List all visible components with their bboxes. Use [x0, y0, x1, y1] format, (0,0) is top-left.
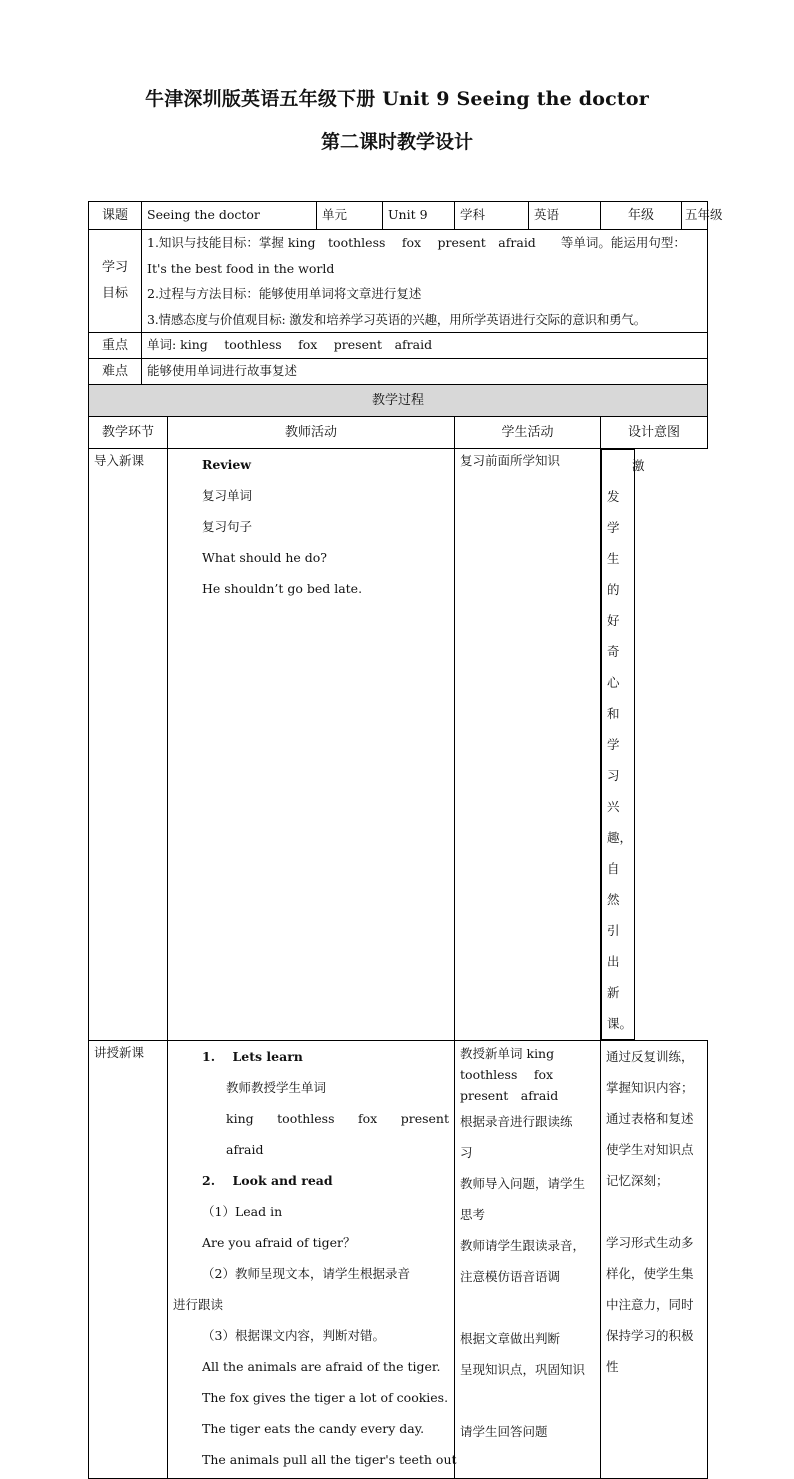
lesson-teacher-line: All the animals are afraid of the tiger. [202, 1359, 441, 1374]
lesson-intent-line: 通过反复训练， [606, 1049, 694, 1064]
lesson-student-line: 注意模仿语音语调 [460, 1269, 561, 1284]
process-header-row [89, 385, 708, 417]
goal-line-1: 1.知识与技能目标：掌握 king toothless fox present afraid 等单词。能运用句型： [147, 235, 686, 250]
lesson-student-line: 教师导入问题，请学生 [460, 1176, 586, 1191]
unit-value: Unit 9 [383, 202, 455, 230]
intro-stage: 导入新课 [89, 449, 168, 1041]
lesson-row [89, 1041, 708, 1479]
intro-teacher-line: 复习单词 [202, 488, 253, 503]
lesson-stage: 讲授新课 [89, 1041, 168, 1479]
intro-teacher-line: Review [202, 457, 252, 472]
lesson-teacher-line: Are you afraid of tiger？ [202, 1235, 356, 1250]
lesson-teacher-line: （3）根据课文内容，判断对错。 [202, 1328, 385, 1343]
col-student: 学生活动 [455, 417, 601, 449]
lesson-plan-table [88, 201, 723, 1479]
column-header-row [89, 417, 708, 449]
document-title: 牛津深圳版英语五年级下册 Unit 9 Seeing the doctor [145, 88, 649, 110]
lesson-student-line: 教师请学生跟读录音， [460, 1238, 586, 1253]
lesson-student-line: 习 [460, 1145, 473, 1160]
unit-label: 单元 [317, 202, 383, 230]
col-intent: 设计意图 [601, 417, 708, 449]
subject-value: 英语 [529, 202, 601, 230]
lesson-intent-line: 中注意力，同时 [606, 1297, 694, 1312]
lesson-teacher-line: 进行跟读 [173, 1297, 224, 1312]
col-stage: 教学环节 [89, 417, 168, 449]
lesson-intent-line: 通过表格和复述 [606, 1111, 694, 1126]
lesson-intent-line: 掌握知识内容； [606, 1080, 694, 1095]
document-subtitle: 第二课时教学设计 [320, 131, 473, 153]
lesson-student-line: 呈现知识点，巩固知识 [460, 1362, 586, 1377]
lesson-student-line: 请学生回答问题 [460, 1424, 548, 1439]
info-row [89, 202, 708, 230]
intro-intent: 激发学生的好奇心和学习兴趣，自然引出新课。 [601, 449, 635, 1040]
lesson-heading-1: 1. Lets learn [202, 1049, 303, 1064]
lesson-teacher-line: afraid [226, 1142, 264, 1157]
lesson-intent [601, 1041, 708, 1479]
intro-student: 复习前面所学知识 [455, 449, 601, 1041]
lesson-student-line: 根据文章做出判断 [460, 1331, 561, 1346]
key-row [89, 333, 708, 359]
goal-line-4: 3.情感态度与价值观目标: 激发和培养学习英语的兴趣，用所学英语进行交际的意识和勇气。 [147, 311, 647, 327]
lesson-student-line: 教授新单词 king [460, 1046, 555, 1061]
goal-line-3: 2.过程与方法目标：能够使用单词将文章进行复述 [147, 286, 422, 301]
grade-label: 年级 [601, 202, 682, 230]
intro-teacher-line: 复习句子 [202, 519, 253, 534]
goal-line-2: It's the best food in the world [147, 260, 335, 276]
lesson-intent-line: 学习形式生动多 [606, 1235, 694, 1250]
lesson-student-line: toothless fox [460, 1067, 554, 1082]
topic-label: 课题 [89, 202, 142, 230]
intro-teacher-line: He shouldn’t go bed late. [202, 581, 363, 596]
lesson-teacher-line: 教师教授学生单词 [226, 1080, 327, 1095]
lesson-teacher-line: （2）教师呈现文本，请学生根据录音 [202, 1266, 410, 1281]
intro-teacher [168, 449, 455, 1041]
subject-label: 学科 [455, 202, 529, 230]
lesson-student [455, 1041, 601, 1479]
lesson-intent-line: 样化，使学生集 [606, 1266, 694, 1281]
topic-value: Seeing the doctor [142, 202, 317, 230]
lesson-teacher-line: The tiger eats the candy every day. [202, 1421, 425, 1436]
grade-value: 五年级 [682, 202, 708, 230]
process-header: 教学过程 [89, 385, 708, 417]
lesson-intent-line: 使学生对知识点 [606, 1142, 694, 1157]
goals-content [142, 230, 708, 333]
goals-row [89, 230, 708, 333]
difficulty-text: 能够使用单词进行故事复述 [142, 359, 708, 385]
lesson-intent-line: 保持学习的积极 [606, 1328, 694, 1343]
lesson-intent-line: 性 [606, 1359, 619, 1374]
lesson-teacher-line: （1）Lead in [202, 1204, 283, 1219]
lesson-student-line: present afraid [460, 1088, 559, 1103]
lesson-teacher-line: The animals pull all the tiger's teeth out [202, 1452, 457, 1467]
key-text: 单词: king toothless fox present afraid [142, 333, 708, 359]
goals-label: 学习 目标 [89, 230, 142, 333]
difficulty-label: 难点 [89, 359, 142, 385]
difficulty-row [89, 359, 708, 385]
lesson-teacher-line: The fox gives the tiger a lot of cookies. [202, 1390, 449, 1405]
lesson-teacher [168, 1041, 455, 1479]
lesson-heading-2: 2. Look and read [202, 1173, 333, 1188]
lesson-student-line: 思考 [460, 1207, 486, 1222]
lesson-intent-line: 记忆深刻； [606, 1173, 669, 1188]
intro-row [89, 449, 708, 1041]
lesson-student-line: 根据录音进行跟读练 [460, 1114, 573, 1129]
lesson-word-row: king toothless fox present [226, 1111, 450, 1126]
key-label: 重点 [89, 333, 142, 359]
intro-teacher-line: What should he do? [202, 550, 328, 565]
col-teacher: 教师活动 [168, 417, 455, 449]
